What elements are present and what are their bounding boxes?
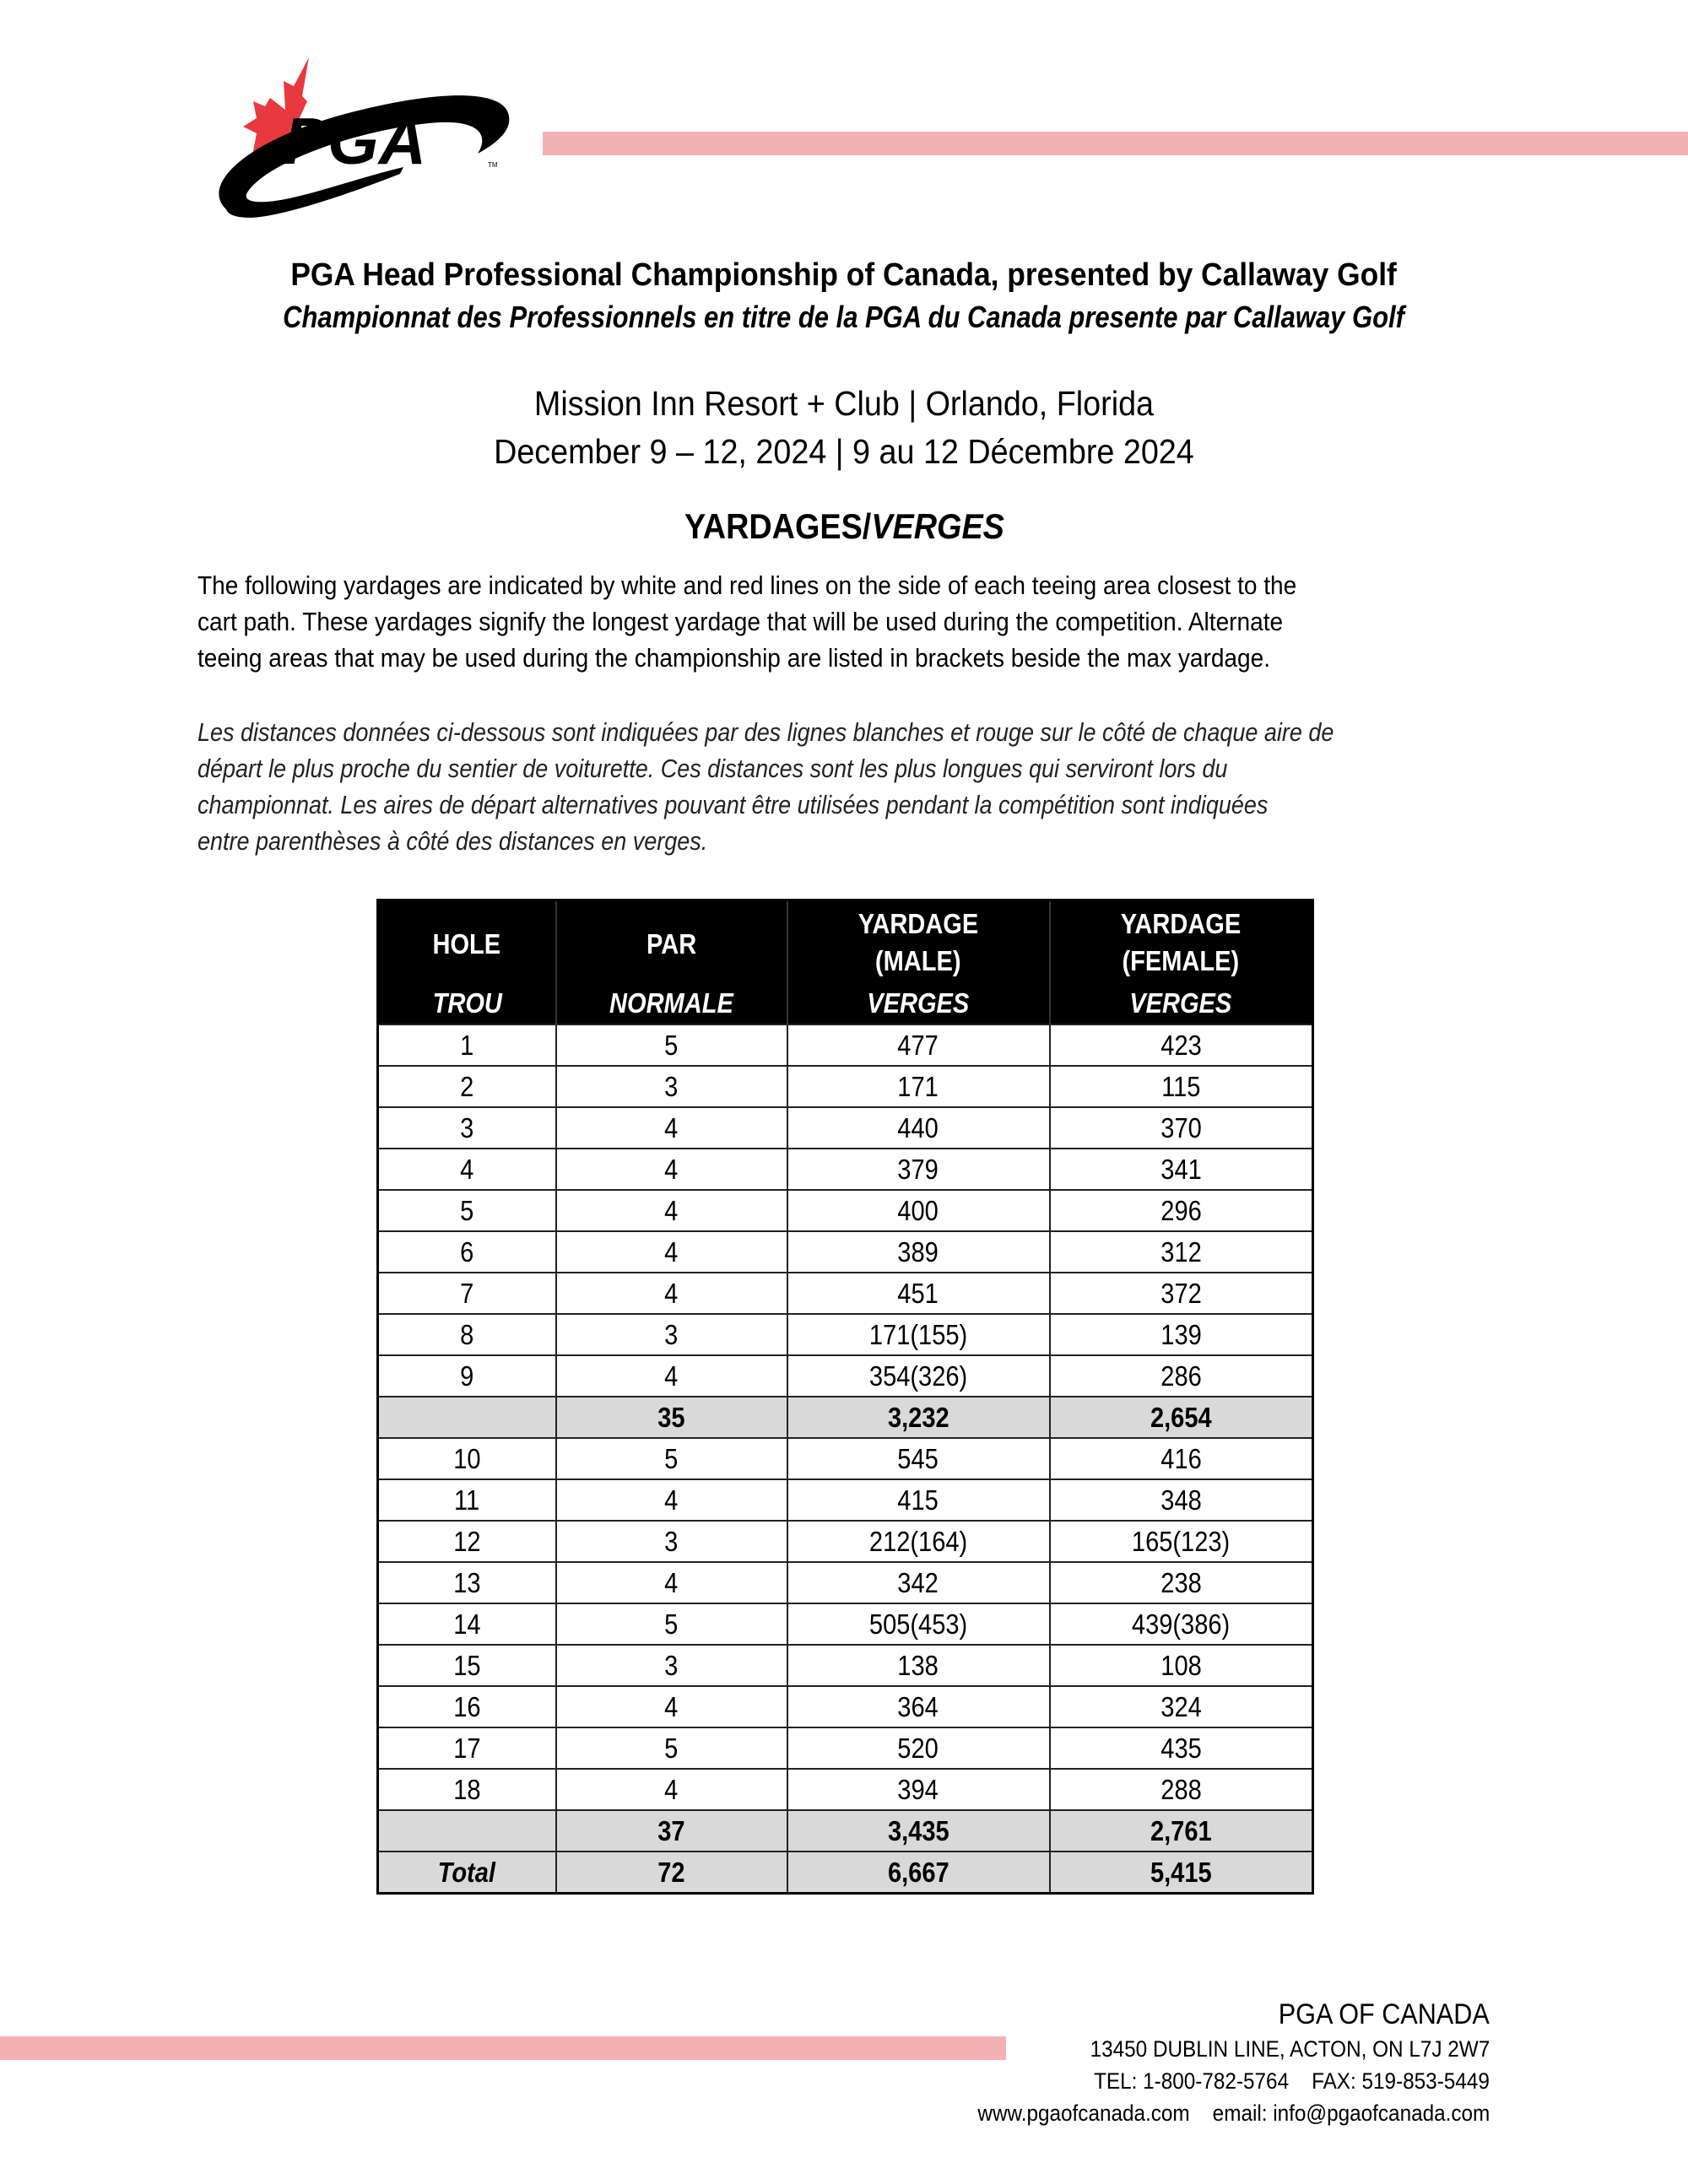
header-accent-bar xyxy=(543,132,1688,155)
table-row xyxy=(378,1190,1313,1231)
table-body xyxy=(378,1024,1313,1894)
cell-yardage-female: 165(123) xyxy=(1050,1521,1313,1562)
column-header-par: PAR NORMALE xyxy=(556,900,787,1025)
table-row xyxy=(378,1066,1313,1107)
intro-paragraph-english xyxy=(197,567,1489,676)
cell-par: 3 xyxy=(556,1521,787,1562)
text-line: Les distances données ci-dessous sont indiquées par des lignes blanches et rouge sur le côté de chaque aire de xyxy=(197,717,1334,747)
column-header-yardage-male: YARDAGE (MALE) VERGES xyxy=(787,900,1050,1025)
event-title-french: Championnat des Professionnels en titre de la PGA du Canada presente par Callaway Golf xyxy=(283,300,1405,334)
cell-yardage-female: 324 xyxy=(1050,1686,1313,1727)
cell-yardage-male: 400 xyxy=(787,1190,1050,1231)
cell-yardage-female: 435 xyxy=(1050,1727,1313,1769)
cell-yardage-female: 370 xyxy=(1050,1107,1313,1149)
table-row xyxy=(378,1231,1313,1273)
cell-yardage-female: 439(386) xyxy=(1050,1603,1313,1645)
cell-yardage-male: 342 xyxy=(787,1562,1050,1603)
cell-yardage-female: 139 xyxy=(1050,1314,1313,1355)
table-row xyxy=(378,1024,1313,1066)
cell-hole: 16 xyxy=(378,1686,556,1727)
footer-accent-bar xyxy=(0,2036,1006,2060)
cell-par: 4 xyxy=(556,1562,787,1603)
text-line: départ le plus proche du sentier de voiturette. Ces distances sont les plus longues qui serviront lors du xyxy=(197,754,1228,783)
table-row xyxy=(378,1479,1313,1521)
footer-phone-fax xyxy=(1050,2068,1490,2095)
cell-par: 4 xyxy=(556,1231,787,1273)
cell-yardage-female: 296 xyxy=(1050,1190,1313,1231)
table-row xyxy=(378,1314,1313,1355)
cell-yardage-male: 171(155) xyxy=(787,1314,1050,1355)
column-header-hole: HOLE TROU xyxy=(378,900,556,1025)
cell-par: 3 xyxy=(556,1314,787,1355)
cell-hole: 14 xyxy=(378,1603,556,1645)
cell-par: 37 xyxy=(556,1810,787,1852)
footer-web-email xyxy=(921,2100,1490,2127)
table-row xyxy=(378,1562,1313,1603)
cell-yardage-female: 312 xyxy=(1050,1231,1313,1273)
cell-par: 4 xyxy=(556,1190,787,1231)
footer-email-link[interactable]: email: info@pgaofcanada.com xyxy=(1212,2100,1490,2126)
svg-text:PGA: PGA xyxy=(284,104,427,178)
table-row xyxy=(378,1521,1313,1562)
cell-par: 35 xyxy=(556,1397,787,1438)
venue-line: Mission Inn Resort + Club | Orlando, Florida xyxy=(533,384,1155,423)
cell-yardage-male: 545 xyxy=(787,1438,1050,1479)
cell-hole: 7 xyxy=(378,1273,556,1314)
footer-website-link[interactable]: www.pgaofcanada.com xyxy=(977,2100,1190,2126)
svg-text:TM: TM xyxy=(488,161,498,169)
total-row xyxy=(378,1852,1313,1894)
footer-tel: TEL: 1-800-782-5764 xyxy=(1094,2068,1290,2094)
cell-par: 4 xyxy=(556,1686,787,1727)
cell-hole: 6 xyxy=(378,1231,556,1273)
footer-fax: FAX: 519-853-5449 xyxy=(1312,2068,1490,2094)
cell-par: 4 xyxy=(556,1355,787,1397)
section-heading: YARDAGES/VERGES xyxy=(684,506,1004,546)
cell-par: 5 xyxy=(556,1727,787,1769)
cell-yardage-male: 440 xyxy=(787,1107,1050,1149)
cell-hole xyxy=(378,1810,556,1852)
cell-hole: 4 xyxy=(378,1149,556,1190)
text-line: championnat. Les aires de départ alternatives pouvant être utilisées pendant la compétition sont indiquées xyxy=(197,790,1269,819)
text-line: The following yardages are indicated by white and red lines on the side of each teeing area closest to the xyxy=(197,570,1297,600)
cell-yardage-male: 364 xyxy=(787,1686,1050,1727)
column-header-yardage-female: YARDAGE (FEMALE) VERGES xyxy=(1050,900,1313,1025)
subtotal-row xyxy=(378,1810,1313,1852)
cell-yardage-male: 212(164) xyxy=(787,1521,1050,1562)
cell-yardage-male: 171 xyxy=(787,1066,1050,1107)
cell-par: 3 xyxy=(556,1066,787,1107)
text-line: teeing areas that may be used during the championship are listed in brackets beside the max yardage. xyxy=(197,643,1271,673)
pga-of-canada-logo xyxy=(209,51,522,219)
cell-yardage-female: 372 xyxy=(1050,1273,1313,1314)
cell-par: 72 xyxy=(556,1852,787,1894)
cell-hole xyxy=(378,1397,556,1438)
event-title-english: PGA Head Professional Championship of Canada, presented by Callaway Golf xyxy=(290,257,1398,293)
footer-address: 13450 DUBLIN LINE, ACTON, ON L7J 2W7 xyxy=(1090,2036,1490,2062)
cell-yardage-male: 520 xyxy=(787,1727,1050,1769)
cell-yardage-male: 3,232 xyxy=(787,1397,1050,1438)
table-row xyxy=(378,1438,1313,1479)
cell-hole: 15 xyxy=(378,1645,556,1686)
cell-yardage-female: 2,761 xyxy=(1050,1810,1313,1852)
cell-yardage-male: 138 xyxy=(787,1645,1050,1686)
cell-par: 4 xyxy=(556,1479,787,1521)
cell-par: 5 xyxy=(556,1438,787,1479)
cell-hole: 1 xyxy=(378,1024,556,1066)
cell-yardage-female: 416 xyxy=(1050,1438,1313,1479)
table-row xyxy=(378,1769,1313,1810)
cell-par: 4 xyxy=(556,1273,787,1314)
cell-hole: 12 xyxy=(378,1521,556,1562)
cell-yardage-male: 389 xyxy=(787,1231,1050,1273)
cell-par: 5 xyxy=(556,1603,787,1645)
intro-paragraph-french xyxy=(197,714,1489,859)
cell-yardage-female: 423 xyxy=(1050,1024,1313,1066)
cell-yardage-male: 3,435 xyxy=(787,1810,1050,1852)
dates-line: December 9 – 12, 2024 | 9 au 12 Décembre 2024 xyxy=(494,432,1194,471)
cell-yardage-female: 288 xyxy=(1050,1769,1313,1810)
table-row xyxy=(378,1149,1313,1190)
cell-hole: 2 xyxy=(378,1066,556,1107)
cell-yardage-male: 477 xyxy=(787,1024,1050,1066)
cell-yardage-female: 108 xyxy=(1050,1645,1313,1686)
cell-yardage-female: 348 xyxy=(1050,1479,1313,1521)
table-row xyxy=(378,1107,1313,1149)
cell-yardage-female: 115 xyxy=(1050,1066,1313,1107)
table-header-row xyxy=(378,900,1313,1025)
cell-yardage-male: 451 xyxy=(787,1273,1050,1314)
pga-logo-icon xyxy=(209,51,522,219)
table-row xyxy=(378,1645,1313,1686)
cell-yardage-female: 286 xyxy=(1050,1355,1313,1397)
cell-hole: 17 xyxy=(378,1727,556,1769)
cell-yardage-male: 505(453) xyxy=(787,1603,1050,1645)
cell-yardage-male: 415 xyxy=(787,1479,1050,1521)
cell-hole: Total xyxy=(378,1852,556,1894)
cell-yardage-female: 238 xyxy=(1050,1562,1313,1603)
table-row xyxy=(378,1686,1313,1727)
cell-hole: 11 xyxy=(378,1479,556,1521)
footer-org-name: PGA OF CANADA xyxy=(1279,1998,1490,2030)
table-row xyxy=(378,1603,1313,1645)
cell-yardage-male: 394 xyxy=(787,1769,1050,1810)
table-row xyxy=(378,1355,1313,1397)
cell-hole: 3 xyxy=(378,1107,556,1149)
cell-yardage-female: 2,654 xyxy=(1050,1397,1313,1438)
cell-yardage-female: 5,415 xyxy=(1050,1852,1313,1894)
cell-hole: 5 xyxy=(378,1190,556,1231)
cell-yardage-female: 341 xyxy=(1050,1149,1313,1190)
yardage-table xyxy=(376,899,1314,1895)
cell-hole: 9 xyxy=(378,1355,556,1397)
subtotal-row xyxy=(378,1397,1313,1438)
cell-yardage-male: 354(326) xyxy=(787,1355,1050,1397)
cell-par: 3 xyxy=(556,1645,787,1686)
cell-hole: 8 xyxy=(378,1314,556,1355)
cell-par: 5 xyxy=(556,1024,787,1066)
text-line: entre parenthèses à côté des distances en verges. xyxy=(197,826,708,856)
table-row xyxy=(378,1273,1313,1314)
cell-hole: 10 xyxy=(378,1438,556,1479)
cell-yardage-male: 6,667 xyxy=(787,1852,1050,1894)
cell-yardage-male: 379 xyxy=(787,1149,1050,1190)
text-line: cart path. These yardages signify the longest yardage that will be used during the competition. Alternate xyxy=(197,607,1284,636)
cell-hole: 18 xyxy=(378,1769,556,1810)
table-row xyxy=(378,1727,1313,1769)
cell-hole: 13 xyxy=(378,1562,556,1603)
cell-par: 4 xyxy=(556,1769,787,1810)
cell-par: 4 xyxy=(556,1149,787,1190)
cell-par: 4 xyxy=(556,1107,787,1149)
